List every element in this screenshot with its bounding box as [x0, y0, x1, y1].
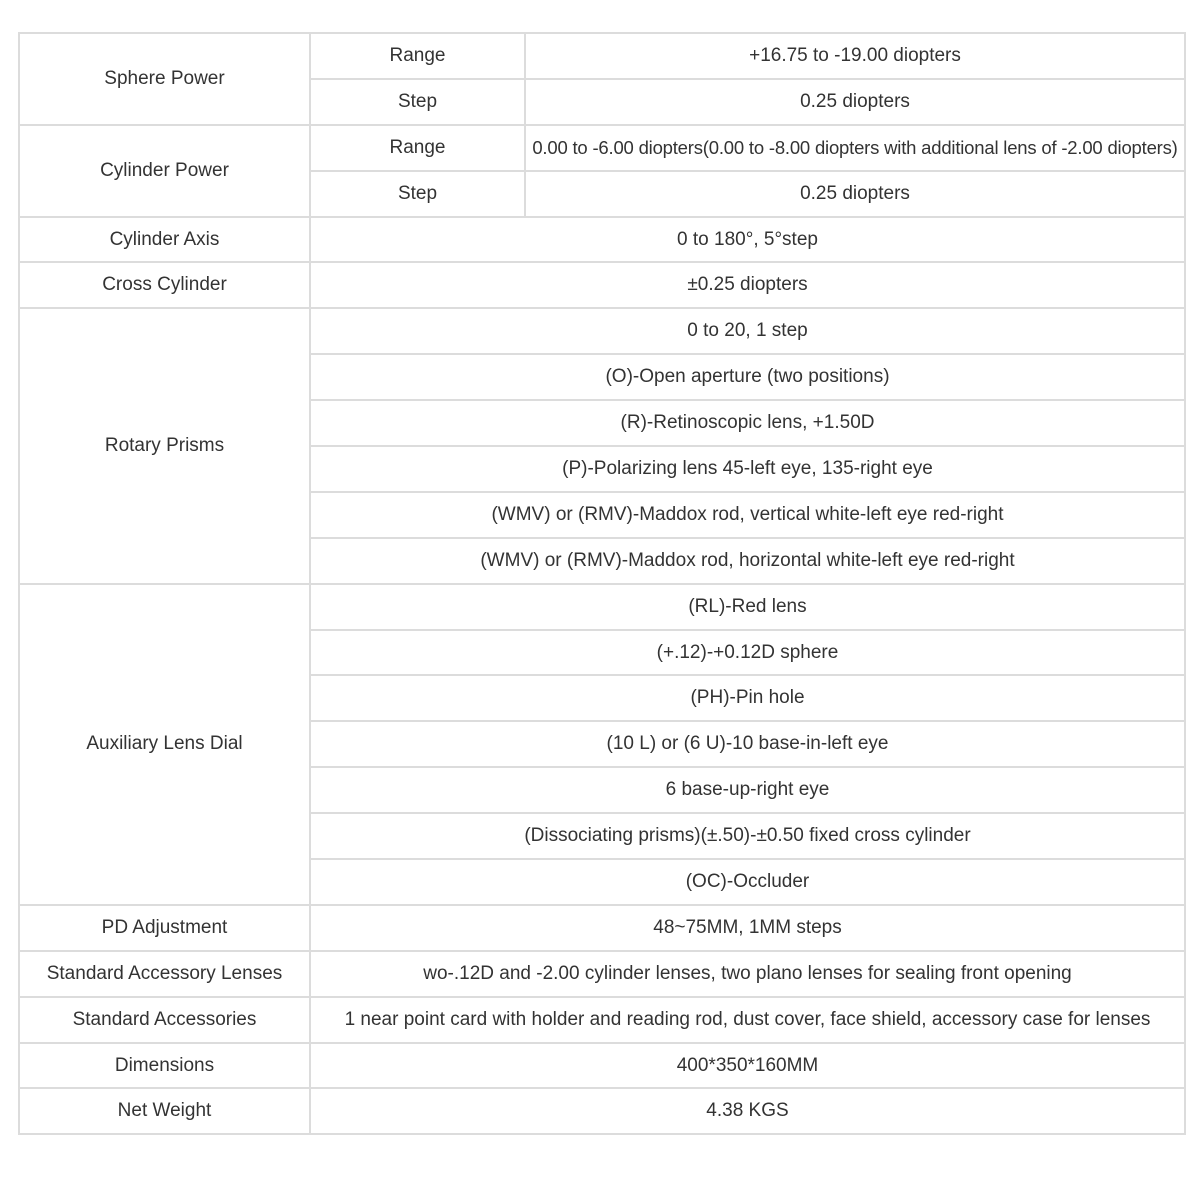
sphere-power-step-label: Step [310, 79, 525, 125]
table-row [19, 308, 1185, 354]
table-row [19, 217, 1185, 263]
auxiliary-lens-dial-value: (OC)-Occluder [310, 859, 1185, 905]
cylinder-power-step-value: 0.25 diopters [525, 171, 1185, 217]
sphere-power-label: Sphere Power [19, 33, 310, 125]
standard-accessories-label: Standard Accessories [19, 997, 310, 1043]
auxiliary-lens-dial-label: Auxiliary Lens Dial [19, 584, 310, 905]
auxiliary-lens-dial-value: 6 base-up-right eye [310, 767, 1185, 813]
net-weight-value: 4.38 KGS [310, 1088, 1185, 1134]
standard-accessory-lenses-label: Standard Accessory Lenses [19, 951, 310, 997]
table-row [19, 951, 1185, 997]
table-row [19, 1088, 1185, 1134]
table-row [19, 1043, 1185, 1089]
auxiliary-lens-dial-value: (RL)-Red lens [310, 584, 1185, 630]
cylinder-axis-label: Cylinder Axis [19, 217, 310, 263]
cylinder-power-range-label: Range [310, 125, 525, 171]
cylinder-power-step-label: Step [310, 171, 525, 217]
specifications-table [18, 32, 1186, 1135]
sphere-power-range-value: +16.75 to -19.00 diopters [525, 33, 1185, 79]
dimensions-label: Dimensions [19, 1043, 310, 1089]
table-row [19, 584, 1185, 630]
rotary-prisms-value: 0 to 20, 1 step [310, 308, 1185, 354]
pd-adjustment-label: PD Adjustment [19, 905, 310, 951]
table-row [19, 997, 1185, 1043]
sphere-power-range-label: Range [310, 33, 525, 79]
net-weight-label: Net Weight [19, 1088, 310, 1134]
dimensions-value: 400*350*160MM [310, 1043, 1185, 1089]
rotary-prisms-value: (WMV) or (RMV)-Maddox rod, vertical white-left eye red-right [310, 492, 1185, 538]
table-row [19, 125, 1185, 171]
table-row [19, 33, 1185, 79]
rotary-prisms-value: (WMV) or (RMV)-Maddox rod, horizontal white-left eye red-right [310, 538, 1185, 584]
standard-accessory-lenses-value: wo-.12D and -2.00 cylinder lenses, two plano lenses for sealing front opening [310, 951, 1185, 997]
sphere-power-step-value: 0.25 diopters [525, 79, 1185, 125]
cross-cylinder-value: ±0.25 diopters [310, 262, 1185, 308]
rotary-prisms-value: (P)-Polarizing lens 45-left eye, 135-right eye [310, 446, 1185, 492]
cross-cylinder-label: Cross Cylinder [19, 262, 310, 308]
pd-adjustment-value: 48~75MM, 1MM steps [310, 905, 1185, 951]
auxiliary-lens-dial-value: (+.12)-+0.12D sphere [310, 630, 1185, 676]
rotary-prisms-value: (O)-Open aperture (two positions) [310, 354, 1185, 400]
auxiliary-lens-dial-value: (PH)-Pin hole [310, 675, 1185, 721]
table-row [19, 262, 1185, 308]
standard-accessories-value: 1 near point card with holder and reading rod, dust cover, face shield, accessory case for lenses [310, 997, 1185, 1043]
auxiliary-lens-dial-value: (10 L) or (6 U)-10 base-in-left eye [310, 721, 1185, 767]
auxiliary-lens-dial-value: (Dissociating prisms)(±.50)-±0.50 fixed cross cylinder [310, 813, 1185, 859]
table-row [19, 905, 1185, 951]
cylinder-power-range-value: 0.00 to -6.00 diopters(0.00 to -8.00 diopters with additional lens of -2.00 diopters) [525, 125, 1185, 171]
cylinder-power-label: Cylinder Power [19, 125, 310, 217]
rotary-prisms-value: (R)-Retinoscopic lens, +1.50D [310, 400, 1185, 446]
rotary-prisms-label: Rotary Prisms [19, 308, 310, 583]
cylinder-axis-value: 0 to 180°, 5°step [310, 217, 1185, 263]
